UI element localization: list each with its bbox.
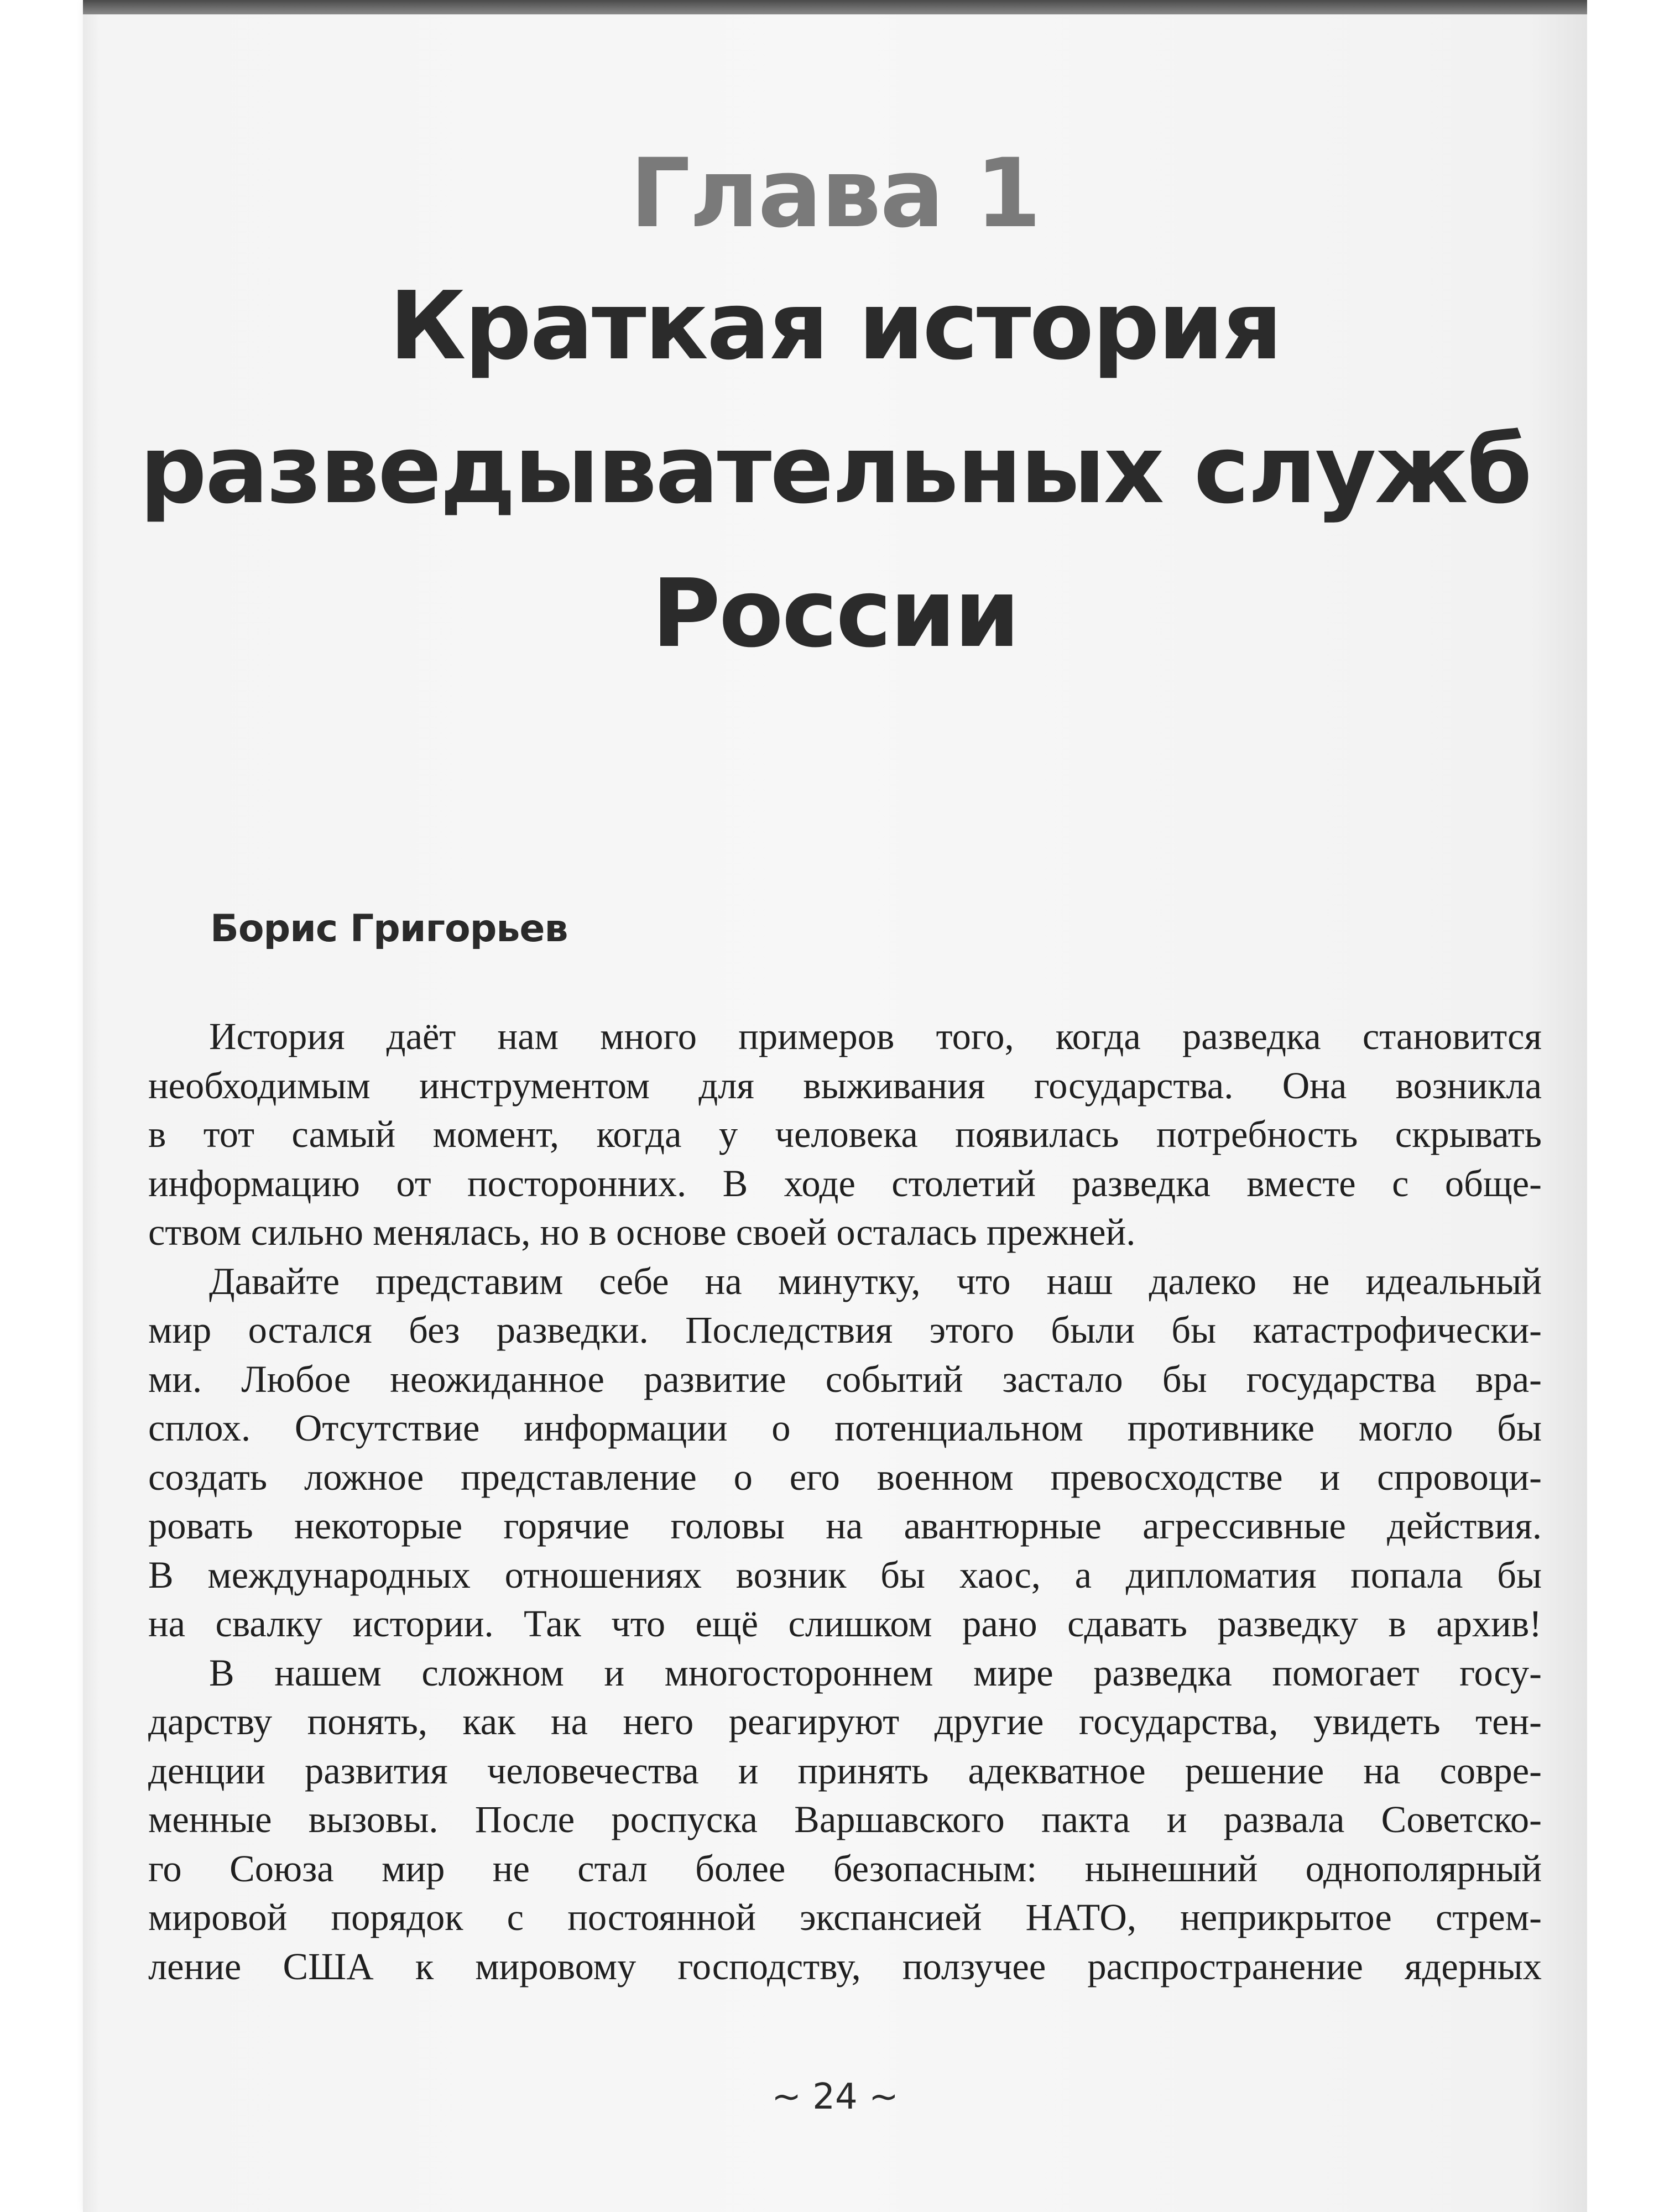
body-text xyxy=(148,1012,1542,1991)
body-line: дарству понять, как на него реагируют другие государства, увидеть тен- xyxy=(148,1700,1542,1743)
body-line: денции развития человечества и принять адекватное решение на совре- xyxy=(148,1749,1542,1792)
body-line: создать ложное представление о его военном превосходстве и спровоци- xyxy=(148,1455,1542,1498)
body-line: ми. Любое неожиданное развитие событий застало бы государства вра- xyxy=(148,1358,1542,1400)
body-line: сплох. Отсутствие информации о потенциальном противнике могло бы xyxy=(148,1407,1542,1449)
body-line: необходимым инструментом для выживания государства. Она возникла xyxy=(148,1064,1542,1107)
body-line: в тот самый момент, когда у человека появилась потребность скрывать xyxy=(148,1113,1542,1155)
page-top-edge xyxy=(83,0,1587,14)
author-name: Борис Григорьев xyxy=(210,907,568,951)
body-line: мировой порядок с постоянной экспансией НАТО, неприкрытое стрем- xyxy=(148,1896,1542,1938)
body-line: В нашем сложном и многостороннем мире разведка помогает госу- xyxy=(209,1651,1542,1694)
body-line: ством сильно менялась, но в основе своей осталась прежней. xyxy=(148,1211,1136,1253)
body-line: го Союза мир не стал более безопасным: нынешний однополярный xyxy=(148,1847,1542,1890)
body-line: В международных отношениях возник бы хаос, а дипломатия попала бы xyxy=(148,1553,1542,1596)
chapter-heading xyxy=(83,133,1587,686)
chapter-title-line-1: Краткая история xyxy=(389,272,1281,381)
body-line: ление США к мировому господству, ползучее распространение ядерных xyxy=(148,1945,1542,1987)
body-line: ровать некоторые горячие головы на авантюрные агрессивные действия. xyxy=(148,1505,1542,1547)
body-line: на свалку истории. Так что ещё слишком рано сдавать разведку в архив! xyxy=(148,1603,1542,1645)
chapter-title-line-3: России xyxy=(651,559,1019,669)
chapter-number: Глава 1 xyxy=(629,138,1041,249)
body-line: Давайте представим себе на минутку, что наш далеко не идеальный xyxy=(209,1260,1542,1302)
body-line: менные вызовы. После роспуска Варшавского пакта и развала Советско- xyxy=(148,1798,1542,1840)
page-number: ~ 24 ~ xyxy=(771,2077,899,2117)
body-line: информацию от посторонних. В ходе столетий разведка вместе с обще- xyxy=(148,1162,1542,1204)
body-line: История даёт нам много примеров того, когда разведка становится xyxy=(209,1015,1542,1057)
chapter-title-line-2: разведывательных служб xyxy=(139,415,1531,525)
body-line: мир остался без разведки. Последствия этого были бы катастрофически- xyxy=(148,1309,1542,1351)
scan-margin xyxy=(1587,0,1659,2212)
